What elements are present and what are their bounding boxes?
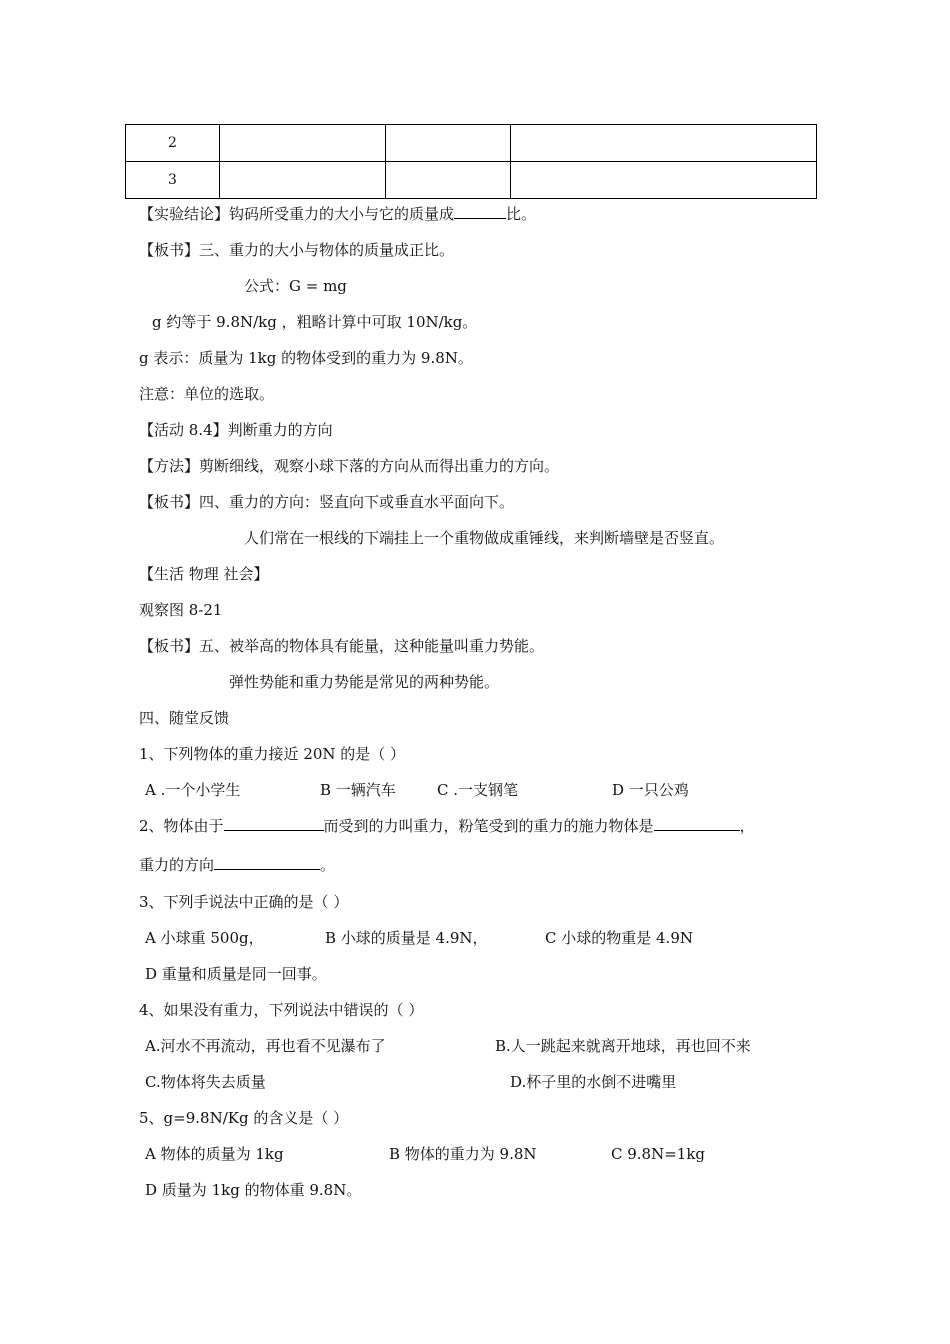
option-d: D 质量为 1kg 的物体重 9.8N。 <box>145 1181 362 1199</box>
option-a: A 物体的质量为 1kg <box>145 1145 284 1163</box>
activity-heading: 【活动 8.4】判断重力的方向 <box>139 421 333 439</box>
question-5-options <box>145 1144 745 1164</box>
question-2-continued: 重力的方向 。 <box>139 856 336 874</box>
question-4-options-row-1 <box>145 1036 805 1056</box>
option-d: D 一只公鸡 <box>612 781 689 799</box>
question-1: 1、下列物体的重力接近 20N 的是（ ） <box>139 745 406 763</box>
experiment-conclusion: 【实验结论】钩码所受重力的大小与它的质量成 比。 <box>139 205 537 223</box>
option-c: C 9.8N=1kg <box>611 1145 706 1163</box>
table-row <box>126 125 817 162</box>
table-cell-no: 2 <box>126 125 220 162</box>
section-heading: 四、随堂反馈 <box>139 709 230 727</box>
board-note-5: 【板书】五、被举高的物体具有能量，这种能量叫重力势能。 <box>139 637 545 655</box>
question-1-options <box>145 780 705 800</box>
option-b: B.人一跳起来就离开地球，再也回不来 <box>495 1037 751 1055</box>
option-a: A .一个小学生 <box>145 781 241 799</box>
plumb-line-text: 人们常在一根线的下端挂上一个重物做成重锤线，来判断墙壁是否竖直。 <box>244 529 725 547</box>
question-4-options-row-2 <box>145 1072 805 1092</box>
data-table <box>125 124 817 199</box>
answer-blank <box>454 204 506 219</box>
question-3-options <box>145 928 745 948</box>
life-physics-society-heading: 【生活 物理 社会】 <box>139 565 269 583</box>
option-b: B 一辆汽车 <box>320 781 396 799</box>
question-4: 4、如果没有重力，下列说法中错误的（ ） <box>139 1001 424 1019</box>
answer-blank <box>654 816 740 831</box>
option-a: A 小球重 500g， <box>145 929 264 947</box>
option-c: C .一支钢笔 <box>437 781 519 799</box>
table-cell <box>386 162 511 199</box>
option-a: A.河水不再流动，再也看不见瀑布了 <box>145 1037 386 1055</box>
table-row <box>126 162 817 199</box>
board-note-4: 【板书】四、重力的方向：竖直向下或垂直水平面向下。 <box>139 493 515 511</box>
answer-blank <box>224 816 324 831</box>
table-cell <box>386 125 511 162</box>
option-d: D.杯子里的水倒不进嘴里 <box>510 1073 677 1091</box>
g-value: g 约等于 9.8N/kg ，粗略计算中可取 10N/kg。 <box>152 313 478 331</box>
board-note-3: 【板书】三、重力的大小与物体的质量成正比。 <box>139 241 455 259</box>
observe-figure: 观察图 8-21 <box>139 601 223 619</box>
option-c: C.物体将失去质量 <box>145 1073 266 1091</box>
formula: 公式：G = mg <box>244 277 347 295</box>
option-b: B 物体的重力为 9.8N <box>389 1145 537 1163</box>
option-d: D 重量和质量是同一回事。 <box>145 965 327 983</box>
answer-blank <box>214 855 320 870</box>
note: 注意：单位的选取。 <box>139 385 275 403</box>
table-cell <box>220 162 386 199</box>
question-2: 2、物体由于 而受到的力叫重力，粉笔受到的重力的施力物体是 ， <box>139 817 755 835</box>
table-cell <box>220 125 386 162</box>
option-c: C 小球的物重是 4.9N <box>545 929 693 947</box>
question-5: 5、g=9.8N/Kg 的含义是（ ） <box>139 1109 349 1127</box>
potential-energy-text: 弹性势能和重力势能是常见的两种势能。 <box>229 673 500 691</box>
table-cell-no: 3 <box>126 162 220 199</box>
method: 【方法】剪断细线，观察小球下落的方向从而得出重力的方向。 <box>139 457 560 475</box>
g-meaning: g 表示：质量为 1kg 的物体受到的重力为 9.8N。 <box>139 349 473 367</box>
table-cell <box>511 162 817 199</box>
option-b: B 小球的质量是 4.9N， <box>325 929 488 947</box>
question-3: 3、下列手说法中正确的是（ ） <box>139 893 349 911</box>
table-cell <box>511 125 817 162</box>
